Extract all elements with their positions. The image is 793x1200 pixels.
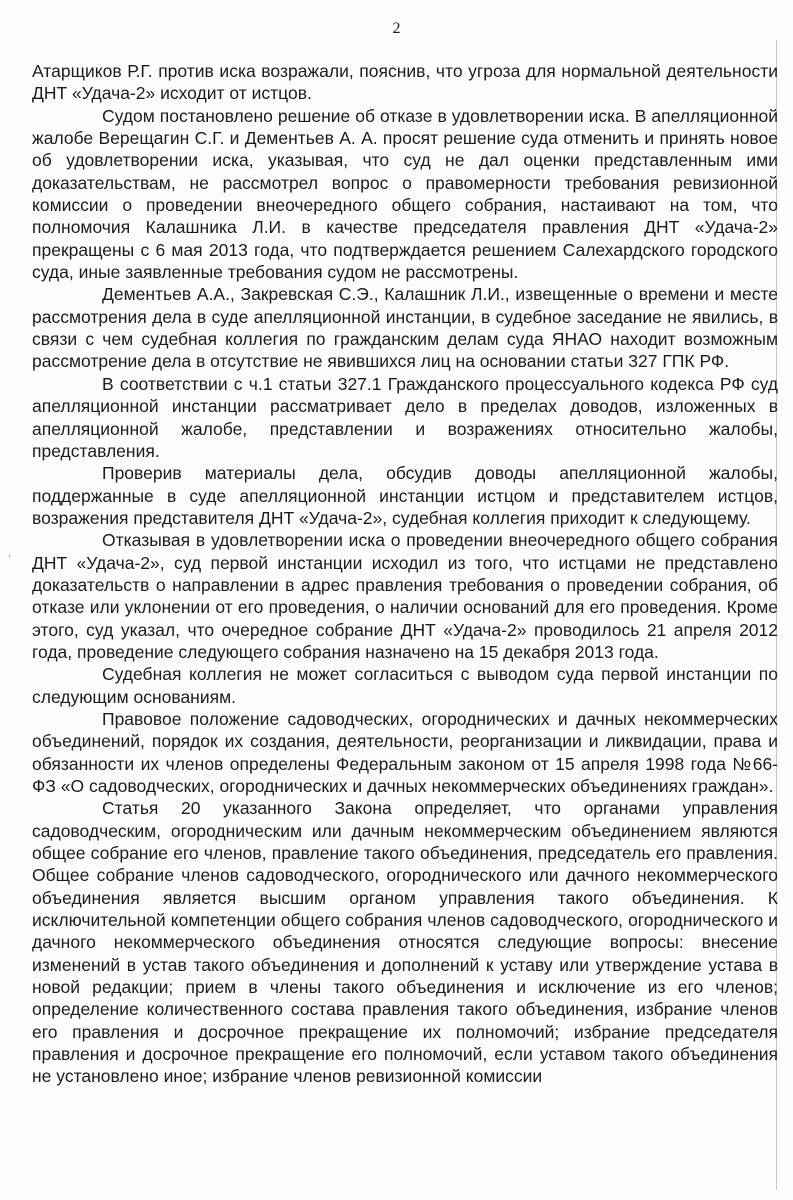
paragraph: В соответствии с ч.1 статьи 327.1 Гражданского процессуального кодекса РФ суд апелляционной инстанции рассматривает дело в пределах доводов, изложенных в апелляционной жалобе, представлении и возражениях относительно жалобы, представления. — [32, 373, 778, 461]
paragraph: Атарщиков Р.Г. против иска возражали, пояснив, что угроза для нормальной деятельности ДНТ «Удача-2» исходит от истцов. — [32, 61, 778, 104]
paragraph: Правовое положение садоводческих, огороднических и дачных некоммерческих объединений, порядок их создания, деятельности, реорганизации и ликвидации, права и обязанности их членов определены Федеральным законом от 15 апреля 1998 года №66-ФЗ «О садоводческих, огороднических и дачных некоммерческих объединениях граждан». — [32, 708, 778, 796]
paragraph: Статья 20 указанного Закона определяет, что органами управления садоводческим, огородническим или дачным некоммерческим объединением являются общее собрание его членов, правление такого объединения, председатель его правления. Общее собрание членов садоводческого, огороднического или дачного некоммерческого объединения является высшим органом управления такого объединения. К исключительной компетенции общего собрания членов садоводческого, огороднического и дачного некоммерческого объединения относятся следующие вопросы: внесение изменений в устав такого объединения и дополнений к уставу или утверждение устава в новой редакции; прием в члены такого объединения и исключение из его членов; определение количественного состава правления такого объединения, избрание членов его правления и досрочное прекращение их полномочий; избрание председателя правления и досрочное прекращение его полномочий, если уставом такого объединения не установлено иное; избрание членов ревизионной комиссии — [32, 798, 778, 1087]
paragraph: Судебная коллегия не может согласиться с выводом суда первой инстанции по следующим основаниям. — [32, 664, 778, 707]
document-body — [32, 60, 778, 1088]
paragraph: Судом постановлено решение об отказе в удовлетворении иска. В апелляционной жалобе Верещагин С.Г. и Дементьев А. А. просят решение суда отменить и принять новое об удовлетворении иска, указывая, что суд не дал оценки представленным ими доказательствам, не рассмотрел вопрос о правомерности требования ревизионной комиссии о проведении внеочередного общего собрания, настаивают на том, что полномочия Калашника Л.И. в качестве председателя правления ДНТ «Удача-2» прекращены с 6 мая 2013 года, что подтверждается решением Салехардского городского суда, иные заявленные требования судом не рассмотрены. — [32, 105, 778, 283]
paragraph: Дементьев А.А., Закревская С.Э., Калашник Л.И., извещенные о времени и месте рассмотрения дела в суде апелляционной инстанции, в судебное заседание не явились, в связи с чем судебная коллегия по гражданским делам суда ЯНАО находит возможным рассмотрение дела в отсутствие не явившихся лиц на основании статьи 327 ГПК РФ. — [32, 284, 778, 372]
paragraph: Отказывая в удовлетворении иска о проведении внеочередного общего собрания ДНТ «Удача-2», суд первой инстанции исходил из того, что истцами не представлено доказательств о направлении в адрес правления требования о проведении собрания, об отказе или уклонении от его проведения, о наличии оснований для его проведения. Кроме этого, суд указал, что очередное собрание ДНТ «Удача-2» проводилось 21 апреля 2012 года, проведение следующего собрания назначено на 15 декабря 2013 года. — [32, 530, 778, 662]
page-number: 2 — [392, 20, 401, 37]
paragraph: Проверив материалы дела, обсудив доводы апелляционной жалобы, поддержанные в суде апелляционной инстанции истцом и представителем истцов, возражения представителя ДНТ «Удача-2», судебная коллегия приходит к следующему. — [32, 463, 778, 528]
margin-mark: , — [8, 545, 12, 559]
